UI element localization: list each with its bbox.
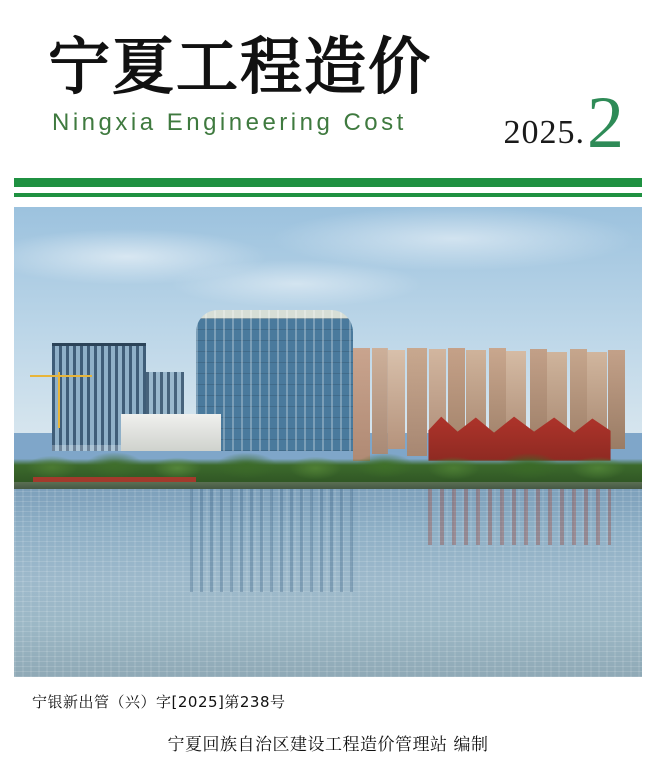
issue-number: 2 <box>587 82 624 165</box>
cover-photo <box>14 207 642 677</box>
registration-number: 宁银新出管（兴）字[2025]第238号 <box>32 693 286 711</box>
cover-footer <box>14 691 642 755</box>
photo-pavilion-reflection <box>428 489 610 545</box>
photo-tower-reflection <box>190 489 353 592</box>
issue-label <box>503 82 625 165</box>
photo-construction-crane <box>30 372 93 428</box>
divider-thin <box>14 193 642 197</box>
publisher-line: 宁夏回族自治区建设工程造价管理站 编制 <box>167 735 489 755</box>
issue-year: 2025. <box>503 114 585 151</box>
title-block <box>14 0 642 176</box>
page-title: 宁夏工程造价 <box>48 30 433 103</box>
page-subtitle: Ningxia Engineering Cost <box>52 109 407 137</box>
divider-thick <box>14 178 642 187</box>
